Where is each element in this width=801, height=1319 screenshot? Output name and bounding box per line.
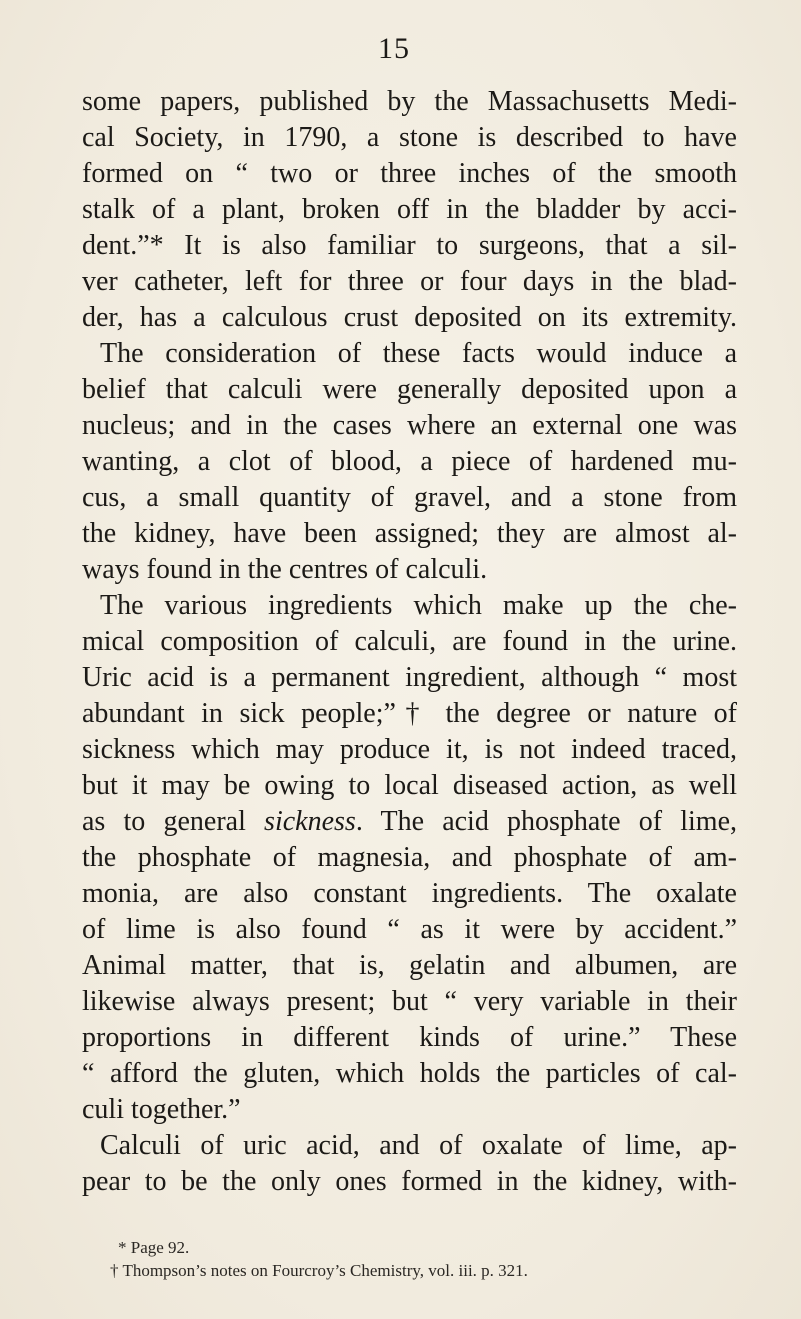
text-line: proportions in different kinds of urine.” These <box>82 1022 737 1053</box>
text-line: some papers, published by the Massachusetts Medi- <box>82 86 737 117</box>
text-line: formed on “ two or three inches of the smooth <box>82 158 737 189</box>
footnote: † Thompson’s notes on Fourcroy’s Chemistry, vol. iii. p. 321. <box>110 1261 528 1280</box>
text-line: the phosphate of magnesia, and phosphate of am- <box>82 842 737 873</box>
text-line: pear to be the only ones formed in the kidney, with- <box>82 1166 737 1197</box>
text-line: abundant in sick people;”† the degree or nature of <box>82 698 737 729</box>
text-line: the kidney, have been assigned; they are almost al- <box>82 518 737 549</box>
text-line: The various ingredients which make up the che- <box>100 590 737 621</box>
text-line: culi together.” <box>82 1094 241 1125</box>
footnotes <box>110 1236 750 1282</box>
text-line: Calculi of uric acid, and of oxalate of lime, ap- <box>100 1130 737 1161</box>
text-line: Animal matter, that is, gelatin and albumen, are <box>82 950 737 981</box>
text-line: of lime is also found “ as it were by accident.” <box>82 914 737 945</box>
text-line: as to general sickness. The acid phosphate of lime, <box>82 806 738 837</box>
footnote: * Page 92. <box>118 1238 190 1257</box>
text-line: nucleus; and in the cases where an external one was <box>82 410 737 441</box>
text-line: sickness which may produce it, is not indeed traced, <box>82 734 737 765</box>
text-line: dent.”* It is also familiar to surgeons, that a sil- <box>82 230 737 261</box>
page-number: 15 <box>378 32 410 65</box>
text-line: “ afford the gluten, which holds the particles of cal- <box>82 1058 737 1089</box>
text-line: but it may be owing to local diseased action, as well <box>82 770 737 801</box>
text-line: stalk of a plant, broken off in the bladder by acci- <box>82 194 737 225</box>
text-line: Uric acid is a permanent ingredient, although “ most <box>82 662 737 693</box>
text-line: mical composition of calculi, are found in the urine. <box>82 626 737 657</box>
text-line: monia, are also constant ingredients. The oxalate <box>82 878 737 909</box>
text-line: ver catheter, left for three or four days in the blad- <box>82 266 737 297</box>
text-line: der, has a calculous crust deposited on its extremity. <box>82 302 737 333</box>
text-line: cal Society, in 1790, a stone is described to have <box>82 122 737 153</box>
text-line: ways found in the centres of calculi. <box>82 554 488 585</box>
body-text <box>82 84 737 1200</box>
text-line: cus, a small quantity of gravel, and a stone from <box>82 482 737 513</box>
text-line: belief that calculi were generally deposited upon a <box>82 374 737 405</box>
text-line: The consideration of these facts would induce a <box>100 338 737 369</box>
text-line: wanting, a clot of blood, a piece of hardened mu- <box>82 446 737 477</box>
text-line: likewise always present; but “ very variable in their <box>82 986 737 1017</box>
